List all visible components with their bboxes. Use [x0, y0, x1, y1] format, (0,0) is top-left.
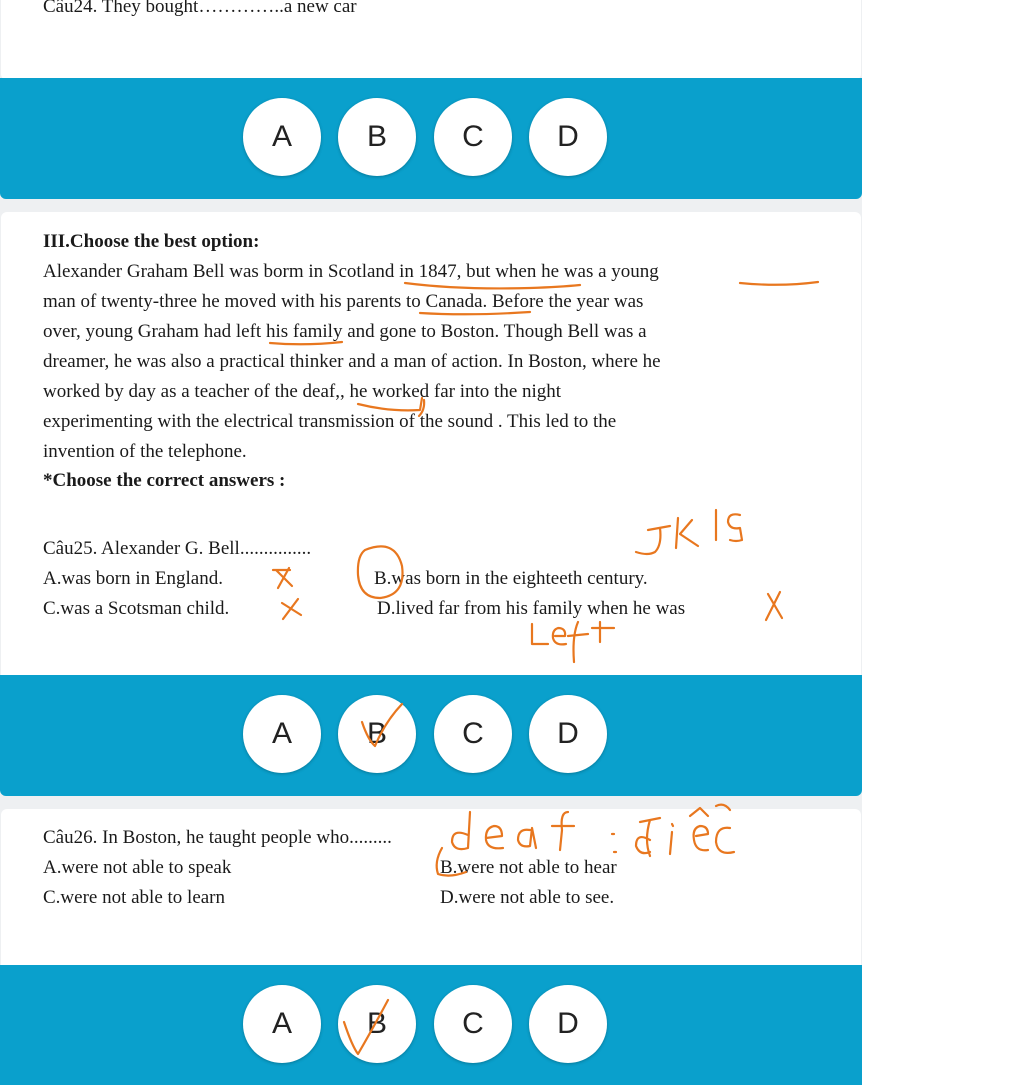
question-card-26 [1, 809, 861, 979]
answer-option-c[interactable]: C [434, 98, 512, 176]
question-26-option-a: A.were not able to speak [43, 857, 232, 878]
question-26-option-b: B.were not able to hear [440, 857, 617, 878]
passage-line: Alexander Graham Bell was borm in Scotland in 1847, but when he was a young [43, 261, 659, 282]
question-25-option-b: B.was born in the eighteeth century. [374, 568, 648, 589]
question-25-option-a: A.was born in England. [43, 568, 223, 589]
question-25-option-c: C.was a Scotsman child. [43, 598, 230, 619]
passage-line: man of twenty-three he moved with his parents to Canada. Before the year was [43, 291, 644, 312]
answer-option-c[interactable]: C [434, 985, 512, 1063]
passage-line: over, young Graham had left his family and gone to Boston. Though Bell was a [43, 321, 647, 342]
answer-option-b[interactable]: B [338, 695, 416, 773]
question-26-option-d: D.were not able to see. [440, 887, 615, 908]
answer-bar-26 [0, 965, 862, 1085]
answer-option-d[interactable]: D [529, 98, 607, 176]
answer-option-d[interactable]: D [529, 695, 607, 773]
answer-option-b[interactable]: B [338, 985, 416, 1063]
answer-bar-24 [0, 78, 862, 199]
question-26-stem: Câu26. In Boston, he taught people who......... [43, 827, 392, 848]
answer-option-a[interactable]: A [243, 98, 321, 176]
question-card-25 [1, 212, 861, 682]
answer-option-a[interactable]: A [243, 985, 321, 1063]
question-26-option-c: C.were not able to learn [43, 887, 226, 908]
question-card-24 [1, 0, 861, 80]
answer-option-b[interactable]: B [338, 98, 416, 176]
question-24-text: Câu24. They bought…………..a new car [43, 0, 357, 17]
section-subheading: *Choose the correct answers : [43, 470, 286, 491]
question-25-stem: Câu25. Alexander G. Bell............... [43, 538, 312, 559]
section-heading: III.Choose the best option: [43, 231, 260, 252]
question-25-option-d: D.lived far from his family when he was [377, 598, 686, 619]
answer-option-d[interactable]: D [529, 985, 607, 1063]
passage-line: experimenting with the electrical transmission of the sound . This led to the [43, 411, 617, 432]
passage-line: worked by day as a teacher of the deaf,, he worked far into the night [43, 381, 562, 402]
passage-line: dreamer, he was also a practical thinker and a man of action. In Boston, where he [43, 351, 661, 372]
answer-option-c[interactable]: C [434, 695, 512, 773]
passage-line: invention of the telephone. [43, 441, 247, 462]
answer-bar-25 [0, 675, 862, 796]
answer-option-a[interactable]: A [243, 695, 321, 773]
